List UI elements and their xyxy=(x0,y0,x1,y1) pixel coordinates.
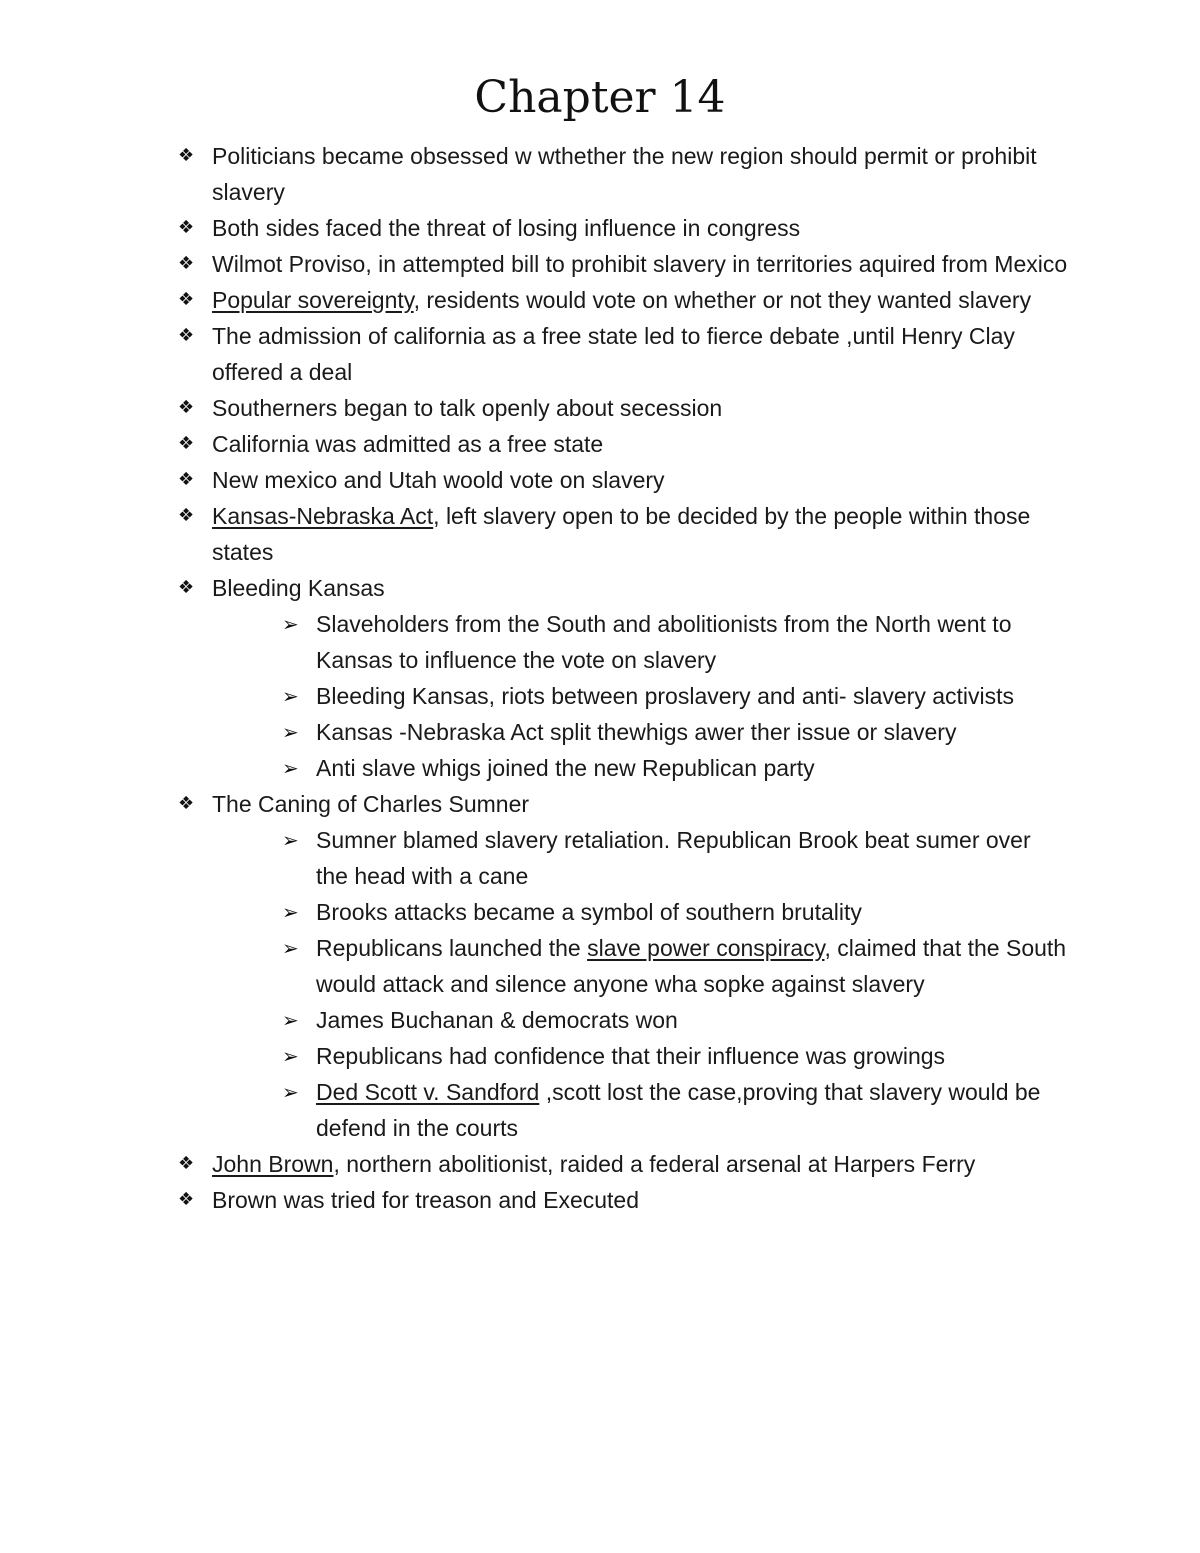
diamond-bullet-icon: ❖ xyxy=(178,217,195,238)
underlined-term: Kansas-Nebraska Act xyxy=(212,503,434,529)
sub-list-item xyxy=(282,714,1068,750)
item-text xyxy=(212,1151,975,1177)
item-text-body: Anti slave whigs joined the new Republican party xyxy=(316,755,815,781)
item-text-body: Republicans had confidence that their influence was growings xyxy=(316,1043,946,1069)
sub-list-item xyxy=(282,1002,1068,1038)
item-text xyxy=(316,719,956,745)
item-text xyxy=(316,827,1031,889)
list-item xyxy=(178,1146,1068,1182)
item-text xyxy=(212,395,722,421)
page-title: Chapter 14 xyxy=(474,72,726,123)
item-text-body: The admission of california as a free state led to fierce debate ,until Henry Clay offered a deal xyxy=(212,323,1015,385)
item-text xyxy=(212,791,529,817)
underlined-term: slave power conspiracy xyxy=(587,935,825,961)
arrow-bullet-icon: ➢ xyxy=(282,900,299,924)
item-text xyxy=(212,503,1030,565)
list-item xyxy=(178,318,1068,390)
diamond-bullet-icon: ❖ xyxy=(178,253,195,274)
item-text-body: James Buchanan & democrats won xyxy=(316,1007,678,1033)
sub-list-item xyxy=(282,1074,1068,1146)
arrow-bullet-icon: ➢ xyxy=(282,828,299,852)
item-text xyxy=(316,899,862,925)
item-text-body: Slaveholders from the South and abolitionists from the North went to Kansas to influence the vote on slavery xyxy=(316,611,1012,673)
item-text xyxy=(316,611,1011,673)
item-text xyxy=(316,683,1014,709)
diamond-bullet-icon: ❖ xyxy=(178,577,195,598)
item-text-body: California was admitted as a free state xyxy=(212,431,604,457)
list-item xyxy=(178,246,1068,282)
underlined-term: Popular sovereignty xyxy=(212,287,414,313)
item-text xyxy=(212,1187,639,1213)
item-text-body: Both sides faced the threat of losing influence in congress xyxy=(212,215,801,241)
diamond-bullet-icon: ❖ xyxy=(178,325,195,346)
sub-list-item xyxy=(282,822,1068,894)
list-item xyxy=(178,390,1068,426)
diamond-bullet-icon: ❖ xyxy=(178,289,195,310)
item-text-body: Southerners began to talk openly about secession xyxy=(212,395,723,421)
item-text xyxy=(316,1079,1040,1141)
sub-list-item xyxy=(282,930,1068,1002)
sub-list xyxy=(212,822,1068,1146)
underlined-term: John Brown xyxy=(212,1151,334,1177)
item-text-body: The Caning of Charles Sumner xyxy=(212,791,530,817)
item-text-body: New mexico and Utah woold vote on slavery xyxy=(212,467,665,493)
item-text-body: Bleeding Kansas, riots between proslavery and anti- slavery activists xyxy=(316,683,1015,709)
diamond-bullet-icon: ❖ xyxy=(178,397,195,418)
list-item xyxy=(178,1182,1068,1218)
sub-list xyxy=(212,606,1068,786)
diamond-bullet-icon: ❖ xyxy=(178,1153,195,1174)
item-text xyxy=(316,1007,678,1033)
item-text-body: Bleeding Kansas xyxy=(212,575,385,601)
item-text xyxy=(212,323,1015,385)
arrow-bullet-icon: ➢ xyxy=(282,936,299,960)
arrow-bullet-icon: ➢ xyxy=(282,720,299,744)
list-item xyxy=(178,498,1068,570)
item-text xyxy=(212,431,603,457)
arrow-bullet-icon: ➢ xyxy=(282,756,299,780)
list-item xyxy=(178,426,1068,462)
item-text-body: , claimed that the South would attack and silence anyone wha sopke against slavery xyxy=(316,935,1067,997)
sub-list-item xyxy=(282,894,1068,930)
item-text xyxy=(316,935,1066,997)
notes-list xyxy=(178,138,1068,1218)
item-text-body: , northern abolitionist, raided a federal arsenal at Harpers Ferry xyxy=(333,1151,976,1177)
item-text xyxy=(316,755,815,781)
list-item xyxy=(178,786,1068,1146)
list-item xyxy=(178,570,1068,786)
item-text-body: Politicians became obsessed w wthether the new region should permit or prohibit slavery xyxy=(212,143,1037,205)
diamond-bullet-icon: ❖ xyxy=(178,505,195,526)
item-text-body: , left slavery open to be decided by the people within those states xyxy=(212,503,1031,565)
item-text-body: Sumner blamed slavery retaliation. Republican Brook beat sumer over the head with a cane xyxy=(316,827,1031,889)
item-text-body: , residents would vote on whether or not they wanted slavery xyxy=(413,287,1032,313)
sub-list-item xyxy=(282,1038,1068,1074)
diamond-bullet-icon: ❖ xyxy=(178,145,195,166)
diamond-bullet-icon: ❖ xyxy=(178,793,195,814)
item-text xyxy=(212,467,665,493)
item-text-body: Wilmot Proviso, in attempted bill to prohibit slavery in territories aquired from Mexico xyxy=(212,251,1068,277)
sub-list-item xyxy=(282,678,1068,714)
arrow-bullet-icon: ➢ xyxy=(282,1008,299,1032)
item-text xyxy=(212,287,1031,313)
diamond-bullet-icon: ❖ xyxy=(178,1189,195,1210)
diamond-bullet-icon: ❖ xyxy=(178,469,195,490)
arrow-bullet-icon: ➢ xyxy=(282,1044,299,1068)
list-item xyxy=(178,462,1068,498)
item-text xyxy=(316,1043,945,1069)
sub-list-item xyxy=(282,750,1068,786)
arrow-bullet-icon: ➢ xyxy=(282,684,299,708)
list-item xyxy=(178,210,1068,246)
item-text xyxy=(212,575,385,601)
arrow-bullet-icon: ➢ xyxy=(282,612,299,636)
item-text-body: Brown was tried for treason and Executed xyxy=(212,1187,640,1213)
item-text xyxy=(212,143,1037,205)
item-text-body: Kansas -Nebraska Act split thewhigs awer ther issue or slavery xyxy=(316,719,957,745)
arrow-bullet-icon: ➢ xyxy=(282,1080,299,1104)
diamond-bullet-icon: ❖ xyxy=(178,433,195,454)
item-text xyxy=(212,215,800,241)
list-item xyxy=(178,282,1068,318)
underlined-term: Ded Scott v. Sandford xyxy=(316,1079,540,1105)
item-text-lead: Republicans launched the xyxy=(316,935,588,961)
list-item xyxy=(178,138,1068,210)
item-text-body: ,scott lost the case,proving that slavery would be defend in the courts xyxy=(316,1079,1041,1141)
sub-list-item xyxy=(282,606,1068,678)
item-text xyxy=(212,251,1067,277)
item-text-body: Brooks attacks became a symbol of southern brutality xyxy=(316,899,862,925)
